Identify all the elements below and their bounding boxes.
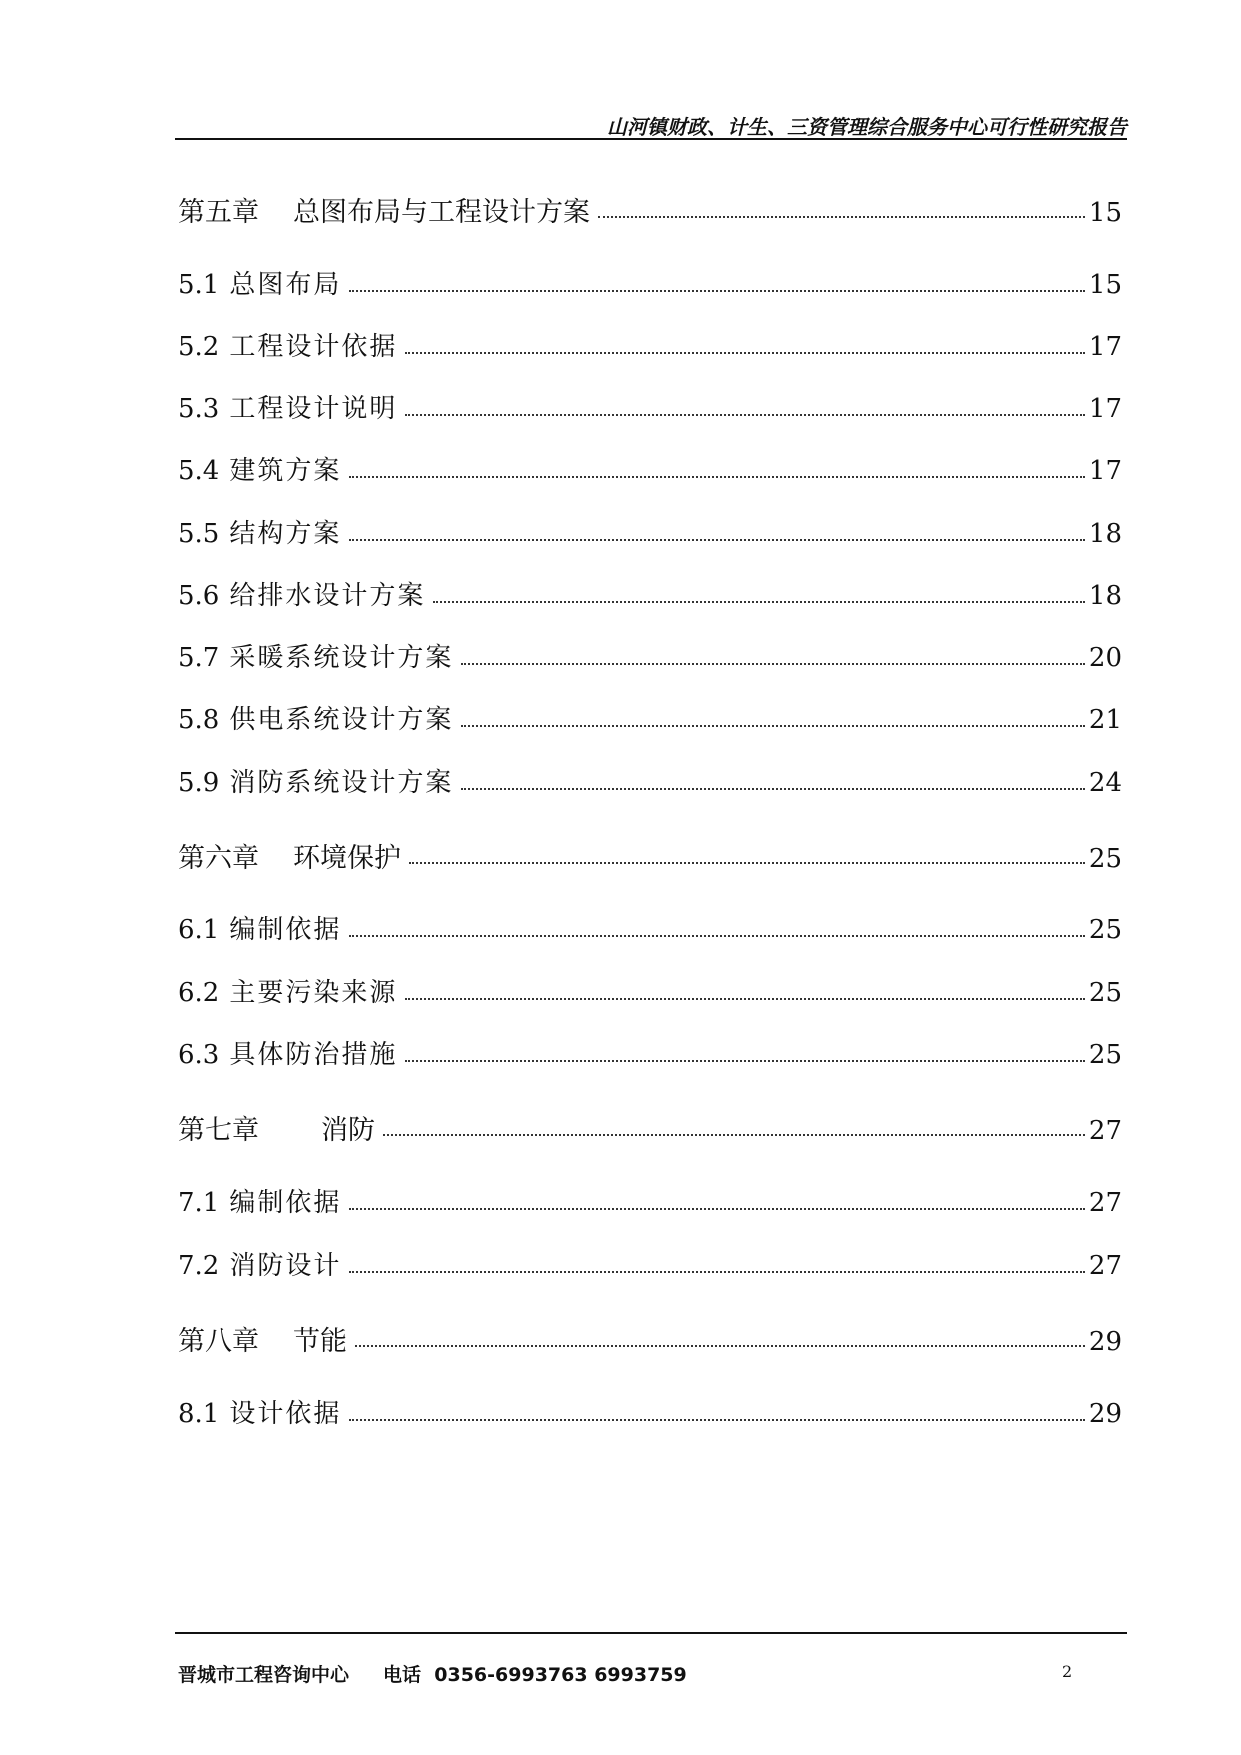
toc-entry[interactable]: [178, 575, 1122, 615]
dot-leader: [349, 1271, 1085, 1273]
toc-entry-title: 编制依据: [229, 915, 342, 945]
toc-entry-number: 第五章: [178, 197, 259, 228]
toc-entry-page: 27: [1088, 1188, 1122, 1218]
toc-entry-number: 5.6: [178, 581, 220, 611]
toc-entry-page: 21: [1088, 705, 1122, 735]
toc-entry-number: 第八章: [178, 1326, 259, 1357]
toc-entry-number: 7.1: [178, 1188, 220, 1218]
toc-entry-title: 消防设计: [229, 1251, 342, 1281]
footer-rule: [175, 1632, 1127, 1634]
toc-entry-number: 5.7: [178, 643, 220, 673]
toc-entry[interactable]: [178, 836, 1122, 876]
dot-leader: [409, 862, 1085, 864]
toc-entry-number: 5.3: [178, 394, 220, 424]
toc-entry-title: 环境保护: [293, 843, 401, 874]
toc-entry-page: 17: [1088, 332, 1122, 362]
toc-entry-page: 27: [1088, 1116, 1122, 1146]
dot-leader: [433, 601, 1085, 603]
toc-entry-number: 8.1: [178, 1399, 220, 1429]
toc-entry-title: 总图布局与工程设计方案: [293, 197, 590, 228]
toc-entry-number: 6.3: [178, 1040, 220, 1070]
footer-contact: [178, 1660, 687, 1687]
dot-leader: [349, 1208, 1085, 1210]
toc-entry-page: 18: [1088, 519, 1122, 549]
toc-entry-title: 主要污染来源: [229, 978, 398, 1008]
toc-entry-title: 工程设计说明: [229, 394, 398, 424]
dot-leader: [598, 216, 1085, 218]
toc-entry-page: 17: [1088, 456, 1122, 486]
toc-entry[interactable]: [178, 264, 1122, 304]
toc-entry-number: 5.9: [178, 768, 220, 798]
toc-entry[interactable]: [178, 762, 1122, 802]
dot-leader: [461, 663, 1085, 665]
toc-entry[interactable]: [178, 972, 1122, 1012]
header-rule: [175, 138, 1127, 140]
toc-entry-page: 27: [1088, 1251, 1122, 1281]
toc-entry[interactable]: [178, 190, 1122, 230]
toc-entry[interactable]: [178, 388, 1122, 428]
dot-leader: [349, 935, 1085, 937]
toc-entry-number: 5.2: [178, 332, 220, 362]
toc-entry-title: 消防: [321, 1115, 375, 1146]
toc-entry[interactable]: [178, 1182, 1122, 1222]
dot-leader: [349, 1419, 1085, 1421]
toc-entry-number: 7.2: [178, 1251, 220, 1281]
toc-entry-title: 建筑方案: [229, 456, 342, 486]
toc-entry[interactable]: [178, 909, 1122, 949]
toc-entry-page: 29: [1088, 1399, 1122, 1429]
toc-entry-page: 20: [1088, 643, 1122, 673]
footer-organization: 晋城市工程咨询中心: [178, 1664, 350, 1686]
toc-entry-page: 24: [1088, 768, 1122, 798]
toc-entry[interactable]: [178, 699, 1122, 739]
toc-entry[interactable]: [178, 513, 1122, 553]
toc-entry-title: 节能: [293, 1326, 347, 1357]
footer-page-number: 2: [1062, 1662, 1073, 1681]
dot-leader: [349, 539, 1085, 541]
dot-leader: [349, 290, 1085, 292]
header-title: 山河镇财政、计生、三资管理综合服务中心可行性研究报告: [607, 115, 1127, 139]
toc-entry-page: 25: [1088, 978, 1122, 1008]
toc-entry-page: 17: [1088, 394, 1122, 424]
dot-leader: [405, 998, 1085, 1000]
toc-entry-page: 25: [1088, 844, 1122, 874]
toc-entry[interactable]: [178, 1108, 1122, 1148]
toc-entry-page: 18: [1088, 581, 1122, 611]
toc-entry-title: 采暖系统设计方案: [229, 643, 454, 673]
toc-entry[interactable]: [178, 326, 1122, 366]
toc-entry[interactable]: [178, 1319, 1122, 1359]
footer-phone-numbers: 0356-6993763 6993759: [434, 1664, 687, 1686]
toc-entry-title: 具体防治措施: [229, 1040, 398, 1070]
toc-entry-title: 给排水设计方案: [229, 581, 426, 611]
toc-entry[interactable]: [178, 1393, 1122, 1433]
dot-leader: [405, 352, 1085, 354]
toc-entry-page: 25: [1088, 915, 1122, 945]
dot-leader: [405, 1060, 1085, 1062]
footer-phone-label: 电话: [383, 1664, 422, 1686]
toc-entry[interactable]: [178, 450, 1122, 490]
dot-leader: [349, 476, 1085, 478]
toc-entry-number: 第六章: [178, 843, 259, 874]
toc-entry-number: 5.5: [178, 519, 220, 549]
toc-entry-title: 设计依据: [229, 1399, 342, 1429]
toc-entry-page: 29: [1088, 1327, 1122, 1357]
toc-entry-number: 6.1: [178, 915, 220, 945]
dot-leader: [405, 414, 1085, 416]
toc-entry-title: 工程设计依据: [229, 332, 398, 362]
toc-entry-title: 消防系统设计方案: [229, 768, 454, 798]
dot-leader: [461, 725, 1085, 727]
toc-entry-page: 15: [1088, 198, 1122, 228]
toc-entry-number: 5.4: [178, 456, 220, 486]
toc-entry[interactable]: [178, 637, 1122, 677]
toc-entry-number: 5.8: [178, 705, 220, 735]
toc-entry-page: 25: [1088, 1040, 1122, 1070]
toc-entry-title: 编制依据: [229, 1188, 342, 1218]
toc-entry-number: 6.2: [178, 978, 220, 1008]
toc-entry-title: 结构方案: [229, 519, 342, 549]
dot-leader: [383, 1134, 1085, 1136]
dot-leader: [461, 788, 1085, 790]
toc-entry-page: 15: [1088, 270, 1122, 300]
toc-entry-number: 第七章: [178, 1115, 259, 1146]
toc-entry-title: 供电系统设计方案: [229, 705, 454, 735]
toc-entry-number: 5.1: [178, 270, 220, 300]
dot-leader: [355, 1345, 1085, 1347]
toc-entry-title: 总图布局: [229, 270, 342, 300]
toc-entry[interactable]: [178, 1034, 1122, 1074]
toc-entry[interactable]: [178, 1245, 1122, 1285]
